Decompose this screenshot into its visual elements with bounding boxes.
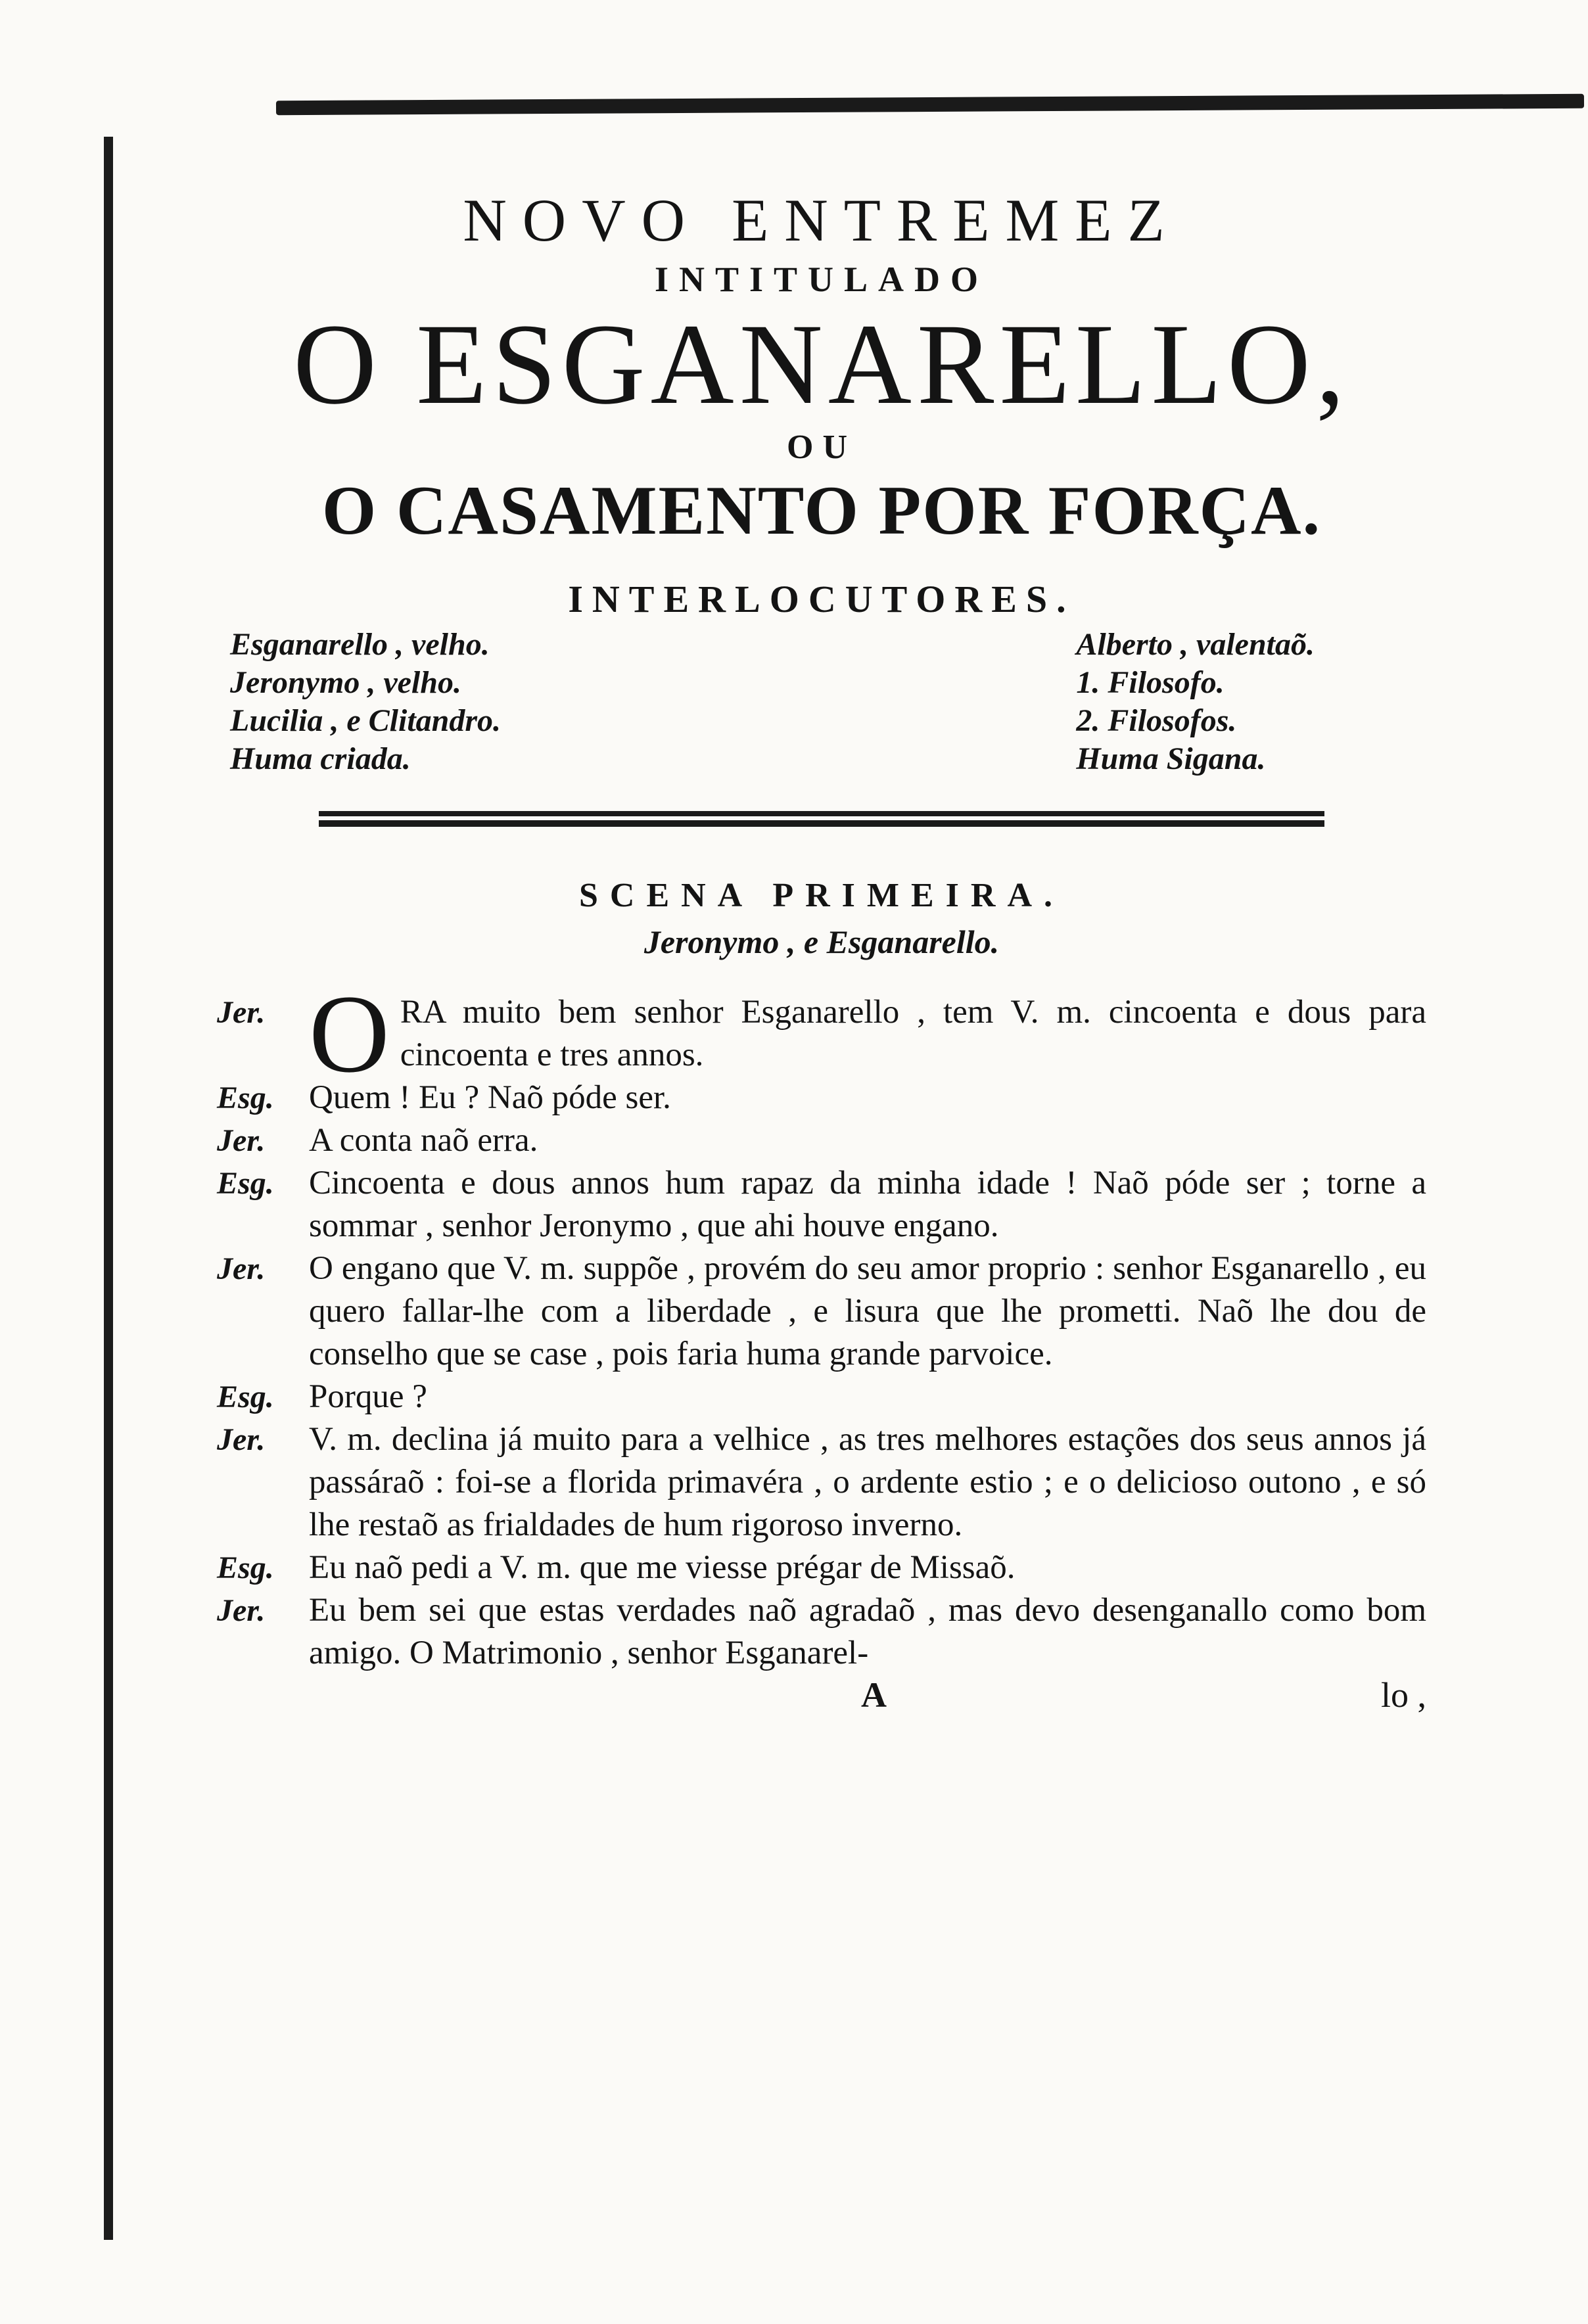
cast-item: 1. Filosofo. [1076, 665, 1225, 700]
dialogue-text: Eu naõ pedi a V. m. que me viesse prégar de Missaõ. [309, 1549, 1016, 1586]
dialogue-line [197, 1376, 1446, 1418]
speaker: Jer. [217, 1422, 266, 1457]
dialogue-text-wrap [309, 972, 1446, 1096]
speaker: Esg. [217, 1166, 274, 1201]
speaker: Esg. [217, 1550, 274, 1585]
left-margin-rule [104, 137, 113, 2240]
scene-characters: Jeronymo , e Esganarello. [643, 923, 1000, 960]
top-rule [276, 94, 1584, 115]
dialogue-line [197, 1546, 1446, 1589]
title-line-1: NOVO ENTREMEZ [463, 187, 1180, 254]
speaker: Jer. [217, 1593, 266, 1628]
cast-item: Alberto , valentaõ. [1076, 627, 1315, 662]
cast-item: Jeronymo , velho. [230, 665, 461, 700]
dialogue-text: RA muito bem senhor Esganarello , tem V. m. cincoenta e dous para cincoenta e tres annos. [400, 994, 1426, 1073]
cast-column-left [230, 626, 501, 778]
cast-column-right [1076, 626, 1420, 778]
speaker: Jer. [217, 1251, 266, 1286]
speaker: Esg. [217, 1380, 274, 1414]
cast-item: Huma Sigana. [1076, 741, 1266, 776]
scene-heading: SCENA PRIMEIRA. [578, 877, 1065, 914]
title-line-2: INTITULADO [654, 260, 989, 299]
page-footer [197, 1675, 1446, 1721]
section-divider [319, 811, 1324, 827]
document-page [197, 145, 1446, 1721]
dialogue-line [197, 972, 1446, 1096]
dialogue-text: Porque ? [309, 1378, 427, 1415]
dialogue [197, 972, 1446, 1675]
subtitle: O CASAMENTO POR FORÇA. [321, 472, 1322, 549]
speaker: Jer. [217, 1123, 266, 1158]
speaker: Jer. [217, 995, 266, 1030]
title-line-4: OU [787, 429, 856, 466]
dialogue-text: Eu bem sei que estas verdades naõ agradaõ , mas devo desenganallo como bom amigo. O Matrimonio , senhor Esganarel- [309, 1592, 1426, 1671]
catchword: lo , [1380, 1675, 1426, 1715]
dialogue-text: V. m. declina já muito para a velhice , as tres melhores estações dos seus annos já passáraõ : foi-se a florida primavéra , o ardente estio ; e o delicioso outono , e só lhe restaõ as frialdades de hum rigoroso inverno. [309, 1421, 1426, 1543]
dialogue-text: A conta naõ erra. [309, 1122, 538, 1159]
dialogue-line [197, 1119, 1446, 1162]
dialogue-line [197, 1162, 1446, 1247]
dialogue-text: Cincoenta e dous annos hum rapaz da minha idade ! Naõ póde ser ; torne a sommar , senhor Jeronymo , que ahi houve engano. [309, 1165, 1426, 1244]
cast-item: Esganarello , velho. [230, 627, 490, 662]
dialogue-line [197, 1418, 1446, 1546]
main-title: O ESGANARELLO, [293, 300, 1350, 429]
interlocutores-heading: INTERLOCUTORES. [568, 578, 1075, 620]
dialogue-line [197, 1247, 1446, 1376]
dialogue-text: Quem ! Eu ? Naõ póde ser. [309, 1079, 671, 1116]
cast-list [197, 626, 1446, 778]
dialogue-line [197, 1589, 1446, 1675]
dialogue-line [197, 1077, 1446, 1119]
signature-mark: A [861, 1675, 887, 1715]
cast-item: 2. Filosofos. [1076, 703, 1237, 738]
dialogue-text: O engano que V. m. suppõe , provém do seu amor proprio : senhor Esganarello , eu quero fallar-lhe com a liberdade , e lisura que lhe prometti. Naõ lhe dou de conselho que se case , pois faria huma grande parvoice. [309, 1250, 1426, 1372]
cast-item: Huma criada. [230, 741, 411, 776]
drop-cap: O [309, 972, 390, 1096]
speaker: Esg. [217, 1081, 274, 1115]
cast-item: Lucilia , e Clitandro. [230, 703, 502, 738]
